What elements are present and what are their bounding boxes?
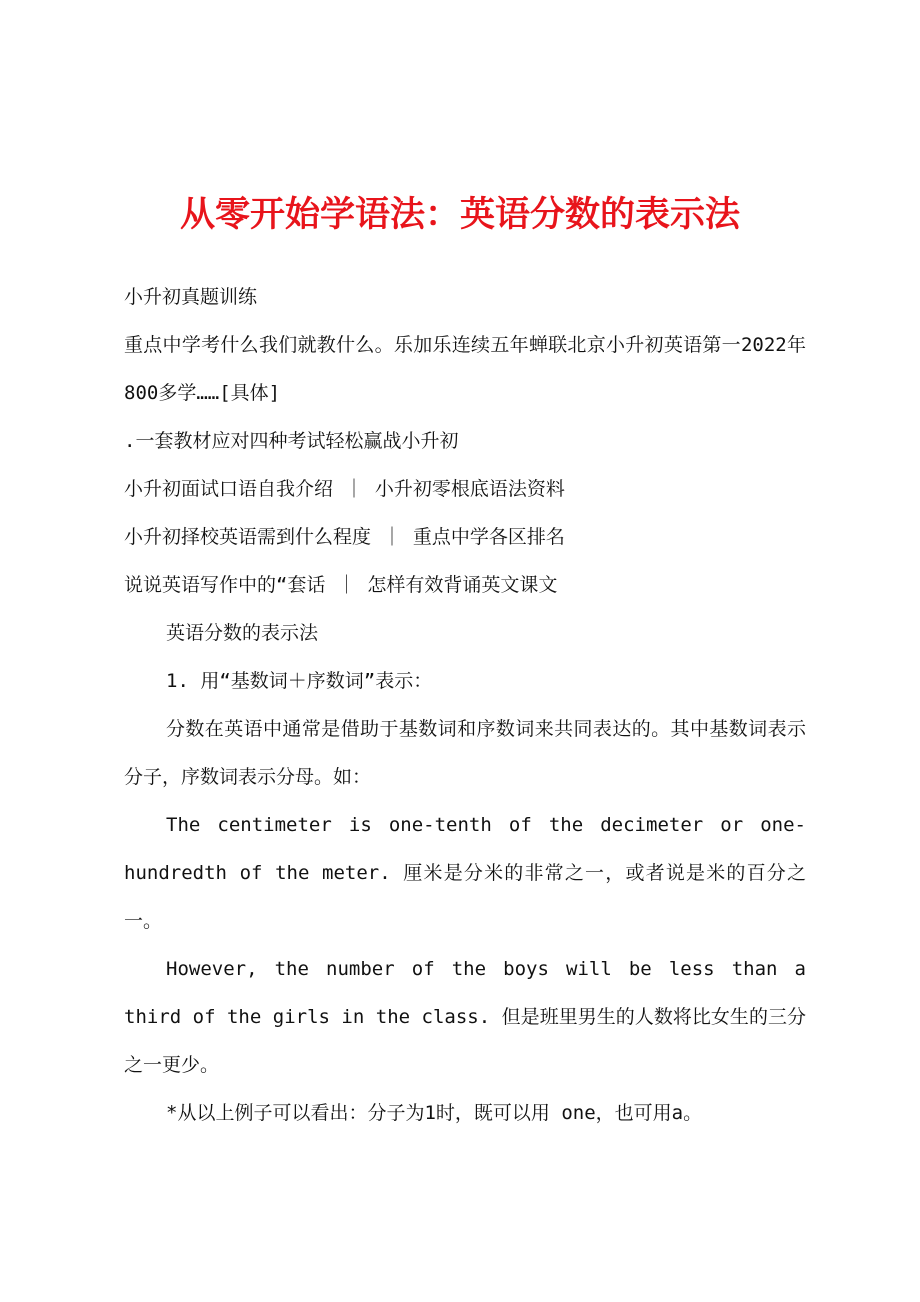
example-sentence: The centimeter is one-tenth of the decimeter or one-hundredth of the meter. 厘米是分米的非常之一，或者说是米的百分之一。: [124, 814, 806, 932]
header-line: 小升初面试口语自我介绍 ｜ 小升初零根底语法资料: [124, 478, 565, 500]
header-line: 重点中学考什么我们就教什么。乐加乐连续五年蝉联北京小升初英语第一2022年800多学……[具体]: [124, 334, 806, 404]
header-line: 小升初择校英语需到什么程度 ｜ 重点中学各区排名: [124, 526, 565, 548]
document-body: [124, 273, 806, 1137]
paragraph: 分数在英语中通常是借助于基数词和序数词来共同表达的。其中基数词表示分子，序数词表示分母。如：: [124, 718, 806, 788]
document-title: 从零开始学语法：英语分数的表示法: [179, 195, 740, 235]
example-sentence: However, the number of the boys will be less than a third of the girls in the class. 但是班里男生的人数将比女生的三分之一更少。: [124, 958, 806, 1076]
note: *从以上例子可以看出：分子为1时，既可以用 one，也可用a。: [166, 1102, 703, 1124]
section-heading: 英语分数的表示法: [166, 622, 319, 644]
header-line: 说说英语写作中的“套话 ｜ 怎样有效背诵英文课文: [124, 574, 558, 596]
header-line: .一套教材应对四种考试轻松赢战小升初: [124, 430, 459, 452]
subheading: 1. 用“基数词＋序数词”表示：: [166, 670, 433, 692]
header-line: 小升初真题训练: [124, 286, 258, 308]
